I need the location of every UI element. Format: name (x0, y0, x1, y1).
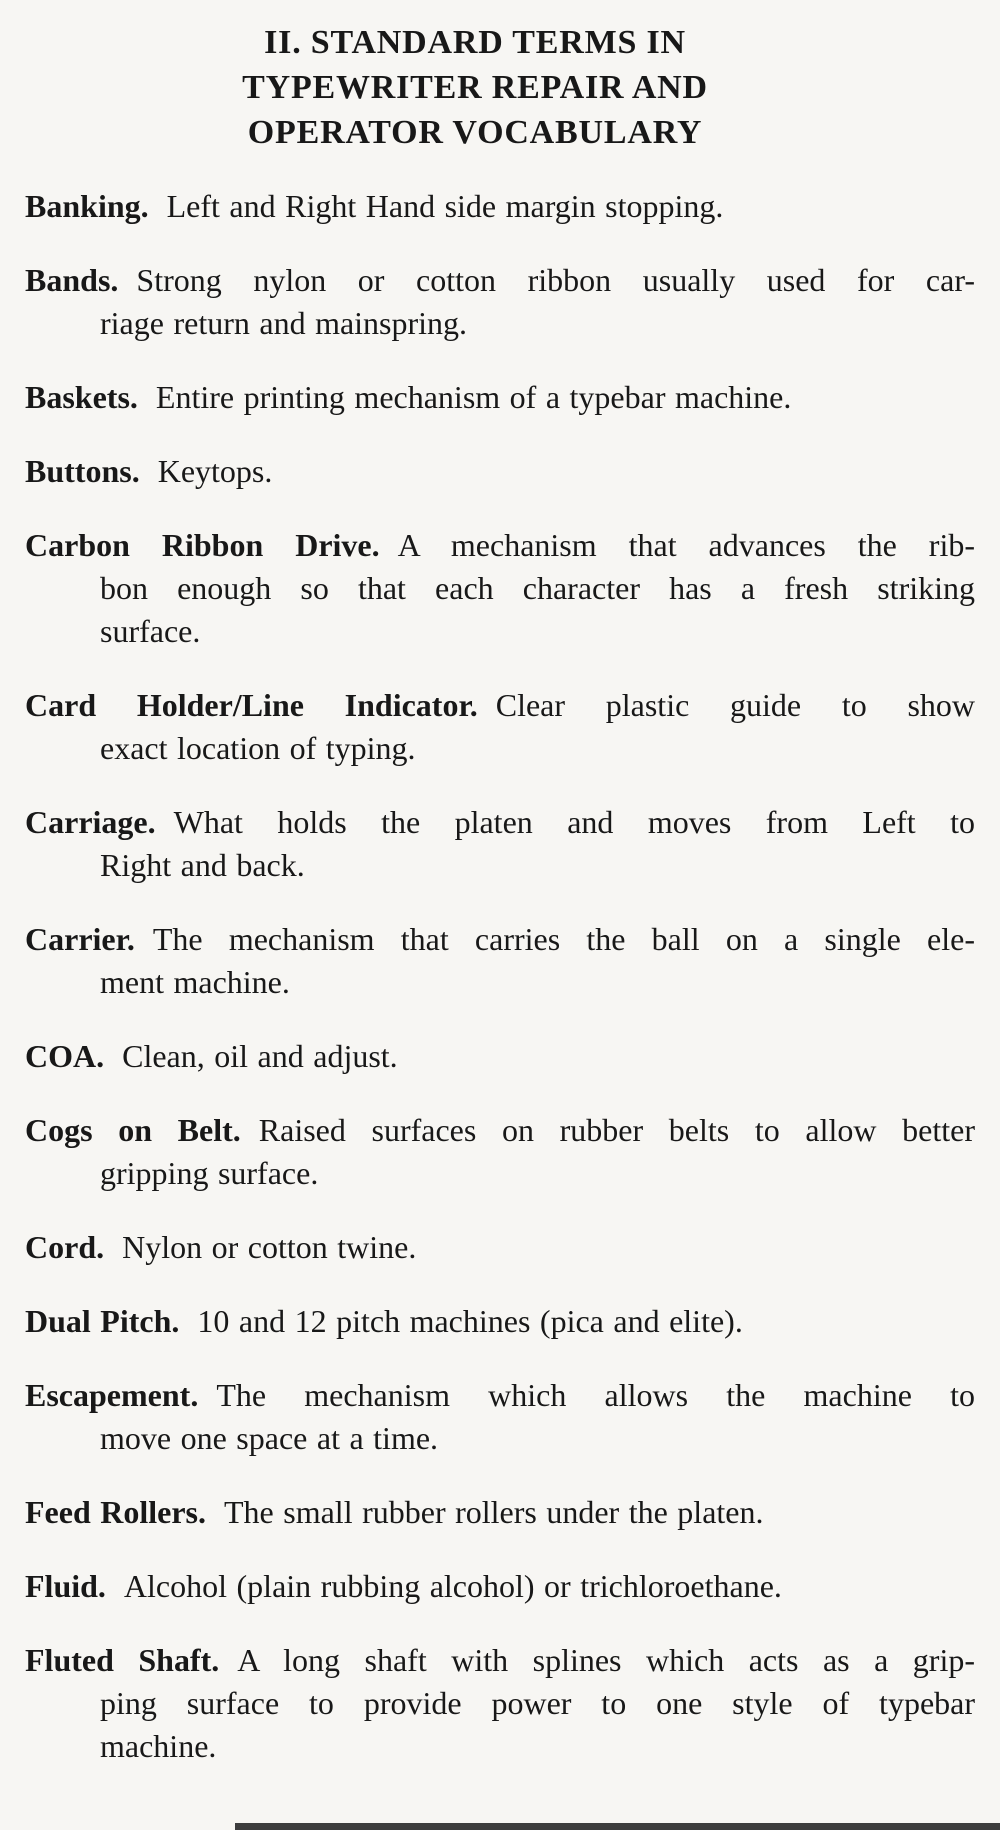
entry-definition-text: The mechanism which allows the machine to (216, 1377, 975, 1413)
section-title-line-3: OPERATOR VOCABULARY (247, 114, 703, 151)
glossary-entry (25, 684, 975, 770)
entry-definition-text: Entire printing mechanism of a typebar machine. (155, 379, 792, 415)
entry-definition-text: Keytops. (157, 453, 273, 489)
glossary-entry (25, 1226, 975, 1269)
section-title-line-1: II. STANDARD TERMS IN (264, 24, 686, 61)
glossary-entry (25, 1491, 975, 1534)
entry-term: Baskets. (25, 379, 138, 415)
entry-definition-text: Clean, oil and adjust. (122, 1038, 398, 1074)
entry-line (25, 684, 975, 727)
entry-line (25, 259, 975, 302)
section-title-line-2: TYPEWRITER REPAIR AND (242, 69, 708, 106)
entry-term: Escapement. (25, 1377, 199, 1413)
glossary-entry (25, 1639, 975, 1768)
entry-definition-text: Left and Right Hand side margin stopping. (166, 188, 724, 224)
entry-line: ment machine. (100, 964, 290, 1000)
entry-term: Carbon Ribbon Drive. (25, 527, 380, 563)
entry-term: Carriage. (25, 804, 156, 840)
entry-term: Carrier. (25, 921, 135, 957)
section-title (25, 20, 925, 155)
entry-line (25, 1374, 975, 1417)
glossary-entry (25, 801, 975, 887)
glossary-entry (25, 1109, 975, 1195)
entry-term: Cord. (25, 1229, 105, 1265)
entry-term: Fluid. (25, 1568, 106, 1604)
entry-definition-text: Nylon or cotton twine. (122, 1229, 417, 1265)
entry-definition-text: Raised surfaces on rubber belts to allow better (258, 1112, 975, 1148)
entry-term: Feed Rollers. (25, 1494, 206, 1530)
glossary-entries (25, 185, 975, 1768)
entry-line (25, 918, 975, 961)
entry-definition-text: 10 and 12 pitch machines (pica and elite). (197, 1303, 743, 1339)
entry-line: surface. (100, 613, 201, 649)
glossary-entry (25, 259, 975, 345)
entry-line (25, 1565, 975, 1608)
glossary-entry (25, 524, 975, 653)
entry-term: Dual Pitch. (25, 1303, 180, 1339)
entry-definition-text: Clear plastic guide to show (495, 687, 975, 723)
entry-term: Bands. (25, 262, 119, 298)
entry-line (25, 185, 975, 228)
entry-term: COA. (25, 1038, 105, 1074)
entry-term: Buttons. (25, 453, 140, 489)
glossary-entry (25, 1035, 975, 1078)
entry-line: Right and back. (100, 847, 305, 883)
entry-definition-text: The mechanism that carries the ball on a single ele- (152, 921, 975, 957)
entry-term: Card Holder/Line Indicator. (25, 687, 478, 723)
entry-term: Fluted Shaft. (25, 1642, 220, 1678)
entry-line: ping surface to provide power to one style of typebar (100, 1685, 975, 1721)
entry-definition-text: Strong nylon or cotton ribbon usually used for car- (136, 262, 975, 298)
entry-line (25, 801, 975, 844)
entry-line: move one space at a time. (100, 1420, 439, 1456)
entry-term: Cogs on Belt. (25, 1112, 241, 1148)
entry-line: bon enough so that each character has a fresh striking (100, 570, 975, 606)
entry-term: Banking. (25, 188, 149, 224)
entry-definition-text: A long shaft with splines which acts as a grip- (237, 1642, 975, 1678)
entry-definition-text: A mechanism that advances the rib- (397, 527, 975, 563)
glossary-entry (25, 918, 975, 1004)
entry-line: riage return and mainspring. (100, 305, 468, 341)
glossary-entry (25, 376, 975, 419)
entry-line (25, 524, 975, 567)
entry-definition-text: What holds the platen and moves from Left to (173, 804, 975, 840)
glossary-entry (25, 185, 975, 228)
entry-line: gripping surface. (100, 1155, 319, 1191)
glossary-entry (25, 1374, 975, 1460)
entry-line (25, 1226, 975, 1269)
entry-definition-text: The small rubber rollers under the platen. (224, 1494, 764, 1530)
entry-line (25, 376, 975, 419)
entry-line: exact location of typing. (100, 730, 416, 766)
glossary-entry (25, 1300, 975, 1343)
entry-line (25, 1109, 975, 1152)
entry-line: machine. (100, 1728, 217, 1764)
entry-definition-text: Alcohol (plain rubbing alcohol) or trichloroethane. (123, 1568, 782, 1604)
entry-line (25, 1035, 975, 1078)
entry-line (25, 450, 975, 493)
glossary-entry (25, 1565, 975, 1608)
entry-line (25, 1300, 975, 1343)
entry-line (25, 1639, 975, 1682)
glossary-entry (25, 450, 975, 493)
scan-edge-artifact (235, 1823, 1000, 1830)
entry-line (25, 1491, 975, 1534)
